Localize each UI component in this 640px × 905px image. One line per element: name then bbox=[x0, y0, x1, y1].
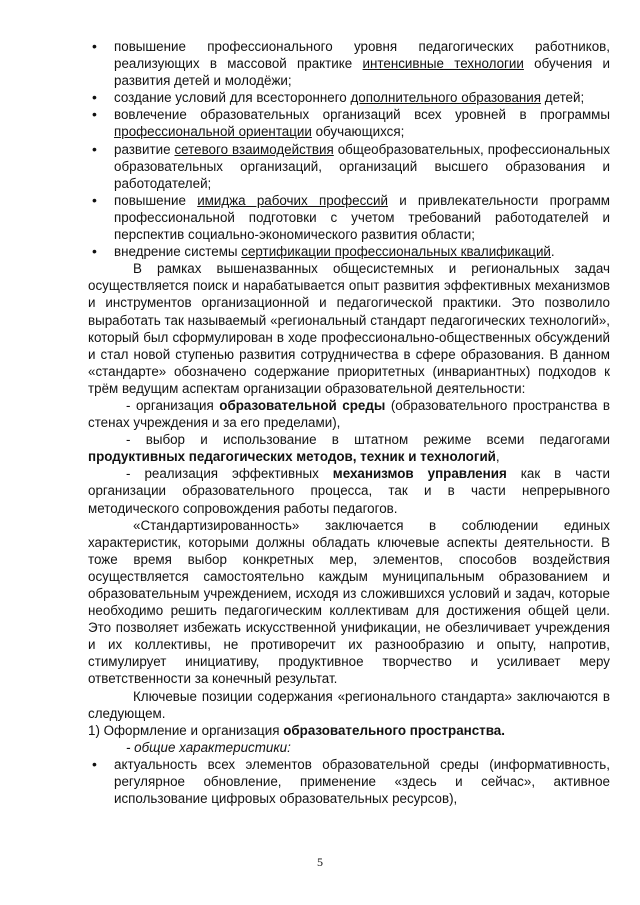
list-item: • вовлечение образовательных организаций всех уровней в программы профессиональной ориентации обучающихся; bbox=[88, 106, 610, 140]
list-item: • повышение имиджа рабочих профессий и привлекательности программ профессиональной подготовки с учетом требований работодателей и перспектив социально-экономического развития области; bbox=[88, 192, 610, 243]
characteristics-list bbox=[88, 756, 610, 807]
link-text[interactable]: профессиональной ориентации bbox=[114, 124, 312, 140]
aspect-environment: - организация образовательной среды (образовательного пространства в стенах учреждения и за его пределами), bbox=[88, 397, 610, 431]
list-item: • создание условий для всестороннего дополнительного образования детей; bbox=[88, 89, 610, 106]
list-item: • развитие сетевого взаимодействия общеобразовательных, профессиональных образовательных организаций, организаций высшего образования и работодателей; bbox=[88, 141, 610, 192]
link-text[interactable]: сетевого взаимодействия bbox=[174, 141, 334, 157]
document-page bbox=[88, 38, 610, 807]
intro-paragraph: В рамках вышеназванных общесистемных и региональных задач осуществляется поиск и нарабатывается опыт развития эффективных механизмов и инструментов организационной и педагогической практики. Это позволило выработать так называемый «региональный стандарт педагогических технологий», который был сформулирован в ходе профессионально-общественных обсуждений и стал новой ступенью развития сотрудничества в сфере образования. В данном «стандарте» обозначено содержание приоритетных (инвариантных) подходов к трём ведущим аспектам организации образовательной деятельности: bbox=[88, 261, 610, 396]
general-characteristics-label: - общие характеристики: bbox=[126, 739, 291, 755]
standard-paragraph: «Стандартизированность» заключается в соблюдении единых характеристик, которыми должны обладать ключевые аспекты деятельности. В тоже время выбор конкретных мер, элементов, способов воздействия осуществляется самостоятельно каждым муниципальным образованием и образовательным учреждением, исходя из сложившихся условий и задач, которые необходимо решить педагогическим коллективам для достижения общей цели. Это позволяет избежать искусственной унификации, не обезличивает учреждения и их коллективы, не противоречит их разнообразию и опыту, напротив, стимулирует инициативу, продуктивное творчество и усиливает меру ответственности за конечный результат. bbox=[88, 517, 610, 687]
link-text[interactable]: имиджа рабочих профессий bbox=[197, 192, 388, 208]
section-heading: 1) Оформление и организация образовательного пространства. bbox=[88, 722, 505, 738]
aspect-management: - реализация эффективных механизмов управления как в части организации образовательного процесса, так и в части непрерывного методического сопровождения работы педагогов. bbox=[88, 466, 611, 516]
list-item: • актуальность всех элементов образовательной среды (информативность, регулярное обновление, применение «здесь и сейчас», активное использование цифровых образовательных ресурсов), bbox=[88, 756, 610, 807]
key-positions-paragraph: Ключевые позиции содержания «регионального стандарта» заключаются в следующем. bbox=[88, 688, 610, 721]
list-item: • повышение профессионального уровня педагогических работников, реализующих в массовой практике интенсивные технологии обучения и развития детей и молодёжи; bbox=[88, 38, 610, 89]
page-number: 5 bbox=[317, 855, 323, 869]
link-text[interactable]: сертификации профессиональных квалификаций bbox=[241, 244, 551, 260]
aspect-methods: - выбор и использование в штатном режиме всеми педагогами продуктивных педагогических методов, техник и технологий, bbox=[88, 432, 610, 465]
goals-list bbox=[88, 38, 610, 260]
list-item: • внедрение системы сертификации профессиональных квалификаций. bbox=[88, 243, 610, 260]
link-text[interactable]: дополнительного образования bbox=[350, 90, 542, 106]
link-text[interactable]: интенсивные технологии bbox=[362, 56, 524, 72]
